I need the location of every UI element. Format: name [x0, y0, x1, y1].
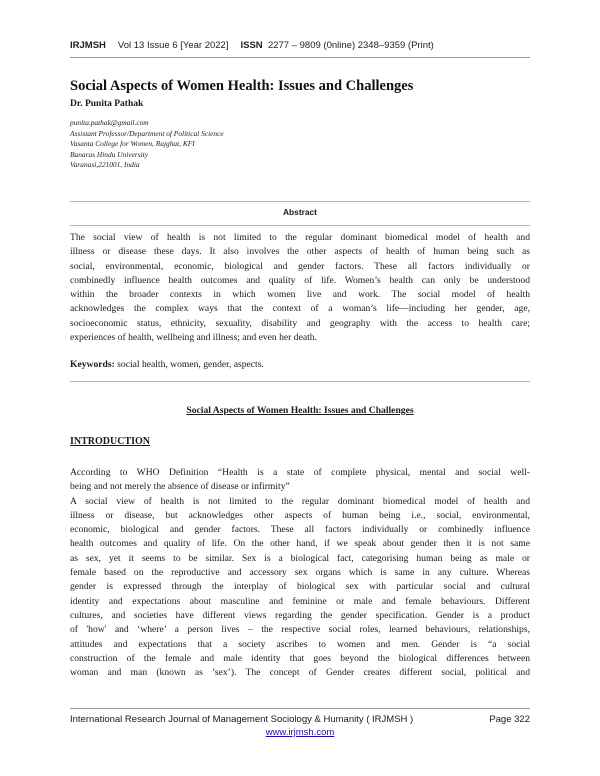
affiliation-line: Assistant Professor/Department of Political Science — [70, 128, 224, 138]
body-line: identity and expectations about masculine and feminine or male and female behaviours. Different — [70, 595, 530, 607]
footer-journal-name: International Research Journal of Management Sociology & Humanity ( IRJMSH ) — [70, 714, 414, 725]
page-number: Page 322 — [489, 714, 530, 725]
body-line: construction of the female and male identity that goes beyond the biological differences between — [70, 652, 530, 664]
abstract-heading: Abstract — [283, 207, 317, 217]
author-name: Dr. Punita Pathak — [70, 99, 144, 109]
introduction-body — [70, 466, 530, 680]
abstract-top-rule — [70, 201, 530, 202]
body-line: economic, biological and gender factors. These all factors individually or combinedly influence — [70, 524, 530, 536]
abstract-line: acknowledges the complex ways that the context of a woman’s life—including her gender, age, — [70, 303, 530, 315]
section-title: Social Aspects of Women Health: Issues and Challenges — [186, 405, 414, 416]
body-line: cultures, and societies have different views regarding the gender specification. Gender is a product — [70, 609, 530, 621]
issn-label: ISSN — [240, 40, 263, 51]
affiliation-line: Vasanta College for Women, Rajghat, KFI — [70, 139, 195, 149]
article-title: Social Aspects of Women Health: Issues and Challenges — [70, 78, 414, 94]
volume-issue: Vol 13 Issue 6 [Year 2022] — [117, 40, 229, 51]
affiliation-line: Varanasi,221001, India — [70, 160, 140, 170]
author-email: punita.pathak@gmail.com — [70, 118, 149, 127]
body-line: being and not merely the absence of disease or infirmity” — [70, 481, 290, 493]
abstract-line: experiences of health, wellbeing and illness; and even her death. — [70, 332, 317, 344]
abstract-line: within the broader contexts in which women live and work. The social model of health — [70, 289, 530, 301]
keywords-label: Keywords: — [70, 359, 115, 370]
page-footer — [70, 714, 530, 725]
abstract-body — [70, 231, 530, 345]
abstract-line: The social view of health is not limited to the regular dominant biomedical model of health and — [70, 232, 530, 243]
body-line: attitudes and expectations that a society ascribes to women and men. Gender is “a social — [70, 638, 530, 650]
introduction-heading: INTRODUCTION — [70, 436, 151, 447]
header-rule — [70, 57, 530, 58]
body-line: health outcomes and quality of life. On the other hand, if we speak about gender then it is not same — [70, 538, 530, 550]
body-line: of 'how' and ‘where’ a person lives – the respective social roles, learned behaviours, relationships, — [70, 624, 530, 636]
body-line: gender is expressed through the interplay of biological sex with particular social and cultural — [70, 581, 530, 593]
abstract-line: illness or disease these days. It also involves the other aspects of health of human being such as — [70, 246, 530, 258]
keywords-rule — [70, 381, 530, 382]
issn-value: 2277 – 9809 (0nline) 2348–9359 (Print) — [267, 40, 434, 51]
abstract-heading-rule — [70, 225, 530, 226]
footer-rule — [70, 708, 530, 709]
body-line: A social view of health is not limited to the regular dominant biomedical model of health and — [70, 495, 530, 507]
abstract-line: combinedly influence health outcomes and quality of life. Women’s health can only be understood — [70, 274, 530, 286]
keywords — [70, 359, 530, 370]
journal-website-link[interactable]: www.irjmsh.com — [265, 727, 335, 738]
abstract-line: social, environmental, economic, biological and gender factors. These all factors individually or — [70, 260, 530, 272]
abstract-line: socioeconomic status, ethnicity, sexuality, disability and geography with the access to health care; — [70, 317, 530, 329]
affiliation-line: Banaras Hindu University — [70, 149, 149, 159]
body-line: According to WHO Definition “Health is a state of complete physical, mental and social well- — [70, 467, 530, 478]
author-affiliation — [70, 118, 370, 171]
body-line: female based on the reproductive and accessory sex organs which is same in any culture. Whereas — [70, 567, 530, 579]
body-line: illness or disease, but acknowledges other aspects of human being i.e., social, environmental, — [70, 509, 530, 521]
body-line: woman and man (known as ’sex’). The concept of Gender creates different social, political and — [70, 667, 530, 679]
body-line: as sex, yet it seems to be similar. Sex is a biological fact, categorising human being as male or — [70, 552, 530, 564]
keywords-value: social health, women, gender, aspects. — [114, 359, 264, 370]
running-header — [70, 40, 530, 51]
journal-abbreviation: IRJMSH — [70, 40, 106, 51]
